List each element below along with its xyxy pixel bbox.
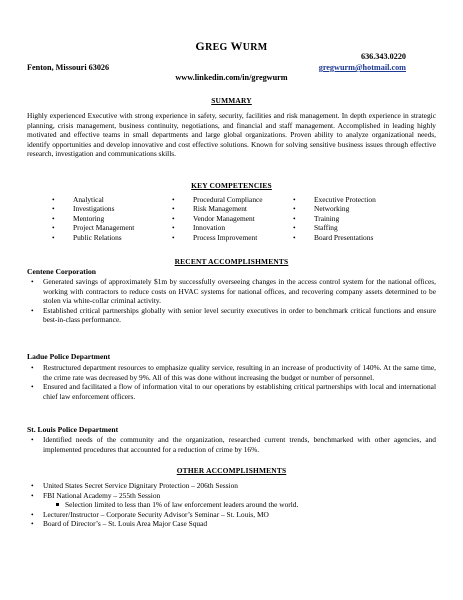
square-bullet-icon [56, 503, 59, 506]
list-item: • United States Secret Service Dignitary Protection – 206th Session [31, 481, 238, 490]
other-accomplishments-heading: OTHER ACCOMPLISHMENTS [176, 466, 287, 475]
competency-item: • Staffing [293, 223, 338, 233]
name-first-rest: REG [205, 42, 228, 53]
competencies-column-3 [293, 195, 376, 242]
list-item: • Lecturer/Instructor – Corporate Security Advisor’s Seminar – St. Louis, MO [31, 509, 269, 519]
summary-text: Highly experienced Executive with strong experience in safety, security, facilities and risk management. In depth experience in strategic planning, crisis management, business continuity, negotiations, and financial and staff management. Accomplished in leading highly motivated and effective teams in small departments and large global organizations. Proven ability to analyze organizational needs, identify opportunities and develop innovative and cost effective solutions. Known for solving sensitive business issues through effective research, investigation and communications skills. [27, 111, 436, 159]
list-item: • Established critical partnerships globally with senior level security executives in order to benchmark critical functions and ensure best-in-class performance. [31, 305, 436, 325]
list-item: • Identified needs of the community and the organization, researched current trends, benchmarked with other agencies, and implemented procedures that accounted for a reduction of crime by 16%. [31, 435, 436, 454]
competencies-column-1 [52, 195, 134, 242]
org-name-centene: Centene Corporation [27, 267, 96, 276]
recent-accomplishments-heading: RECENT ACCOMPLISHMENTS [174, 257, 289, 266]
competency-item: • Procedural Compliance [172, 195, 263, 204]
competency-item: • Board Presentations [293, 232, 374, 242]
ladue-accomplishments [27, 363, 436, 401]
competency-item: • Vendor Management [172, 213, 255, 223]
competency-item: • Investigations [52, 204, 115, 214]
competency-item: • Innovation [172, 223, 226, 233]
competencies-heading: KEY COMPETENCIES [191, 181, 272, 190]
competency-item: • Networking [293, 204, 350, 214]
list-item: • Restructured department resources to emphasize quality service, resulting in an increase of productivity of 140%. At the same time, the crime rate was decreased by 9%. All of this was done without increasing the budget or number of personnel. [31, 363, 436, 382]
location: Fenton, Missouri 63026 [27, 63, 110, 72]
competencies-column-2 [172, 195, 263, 242]
competency-item: • Risk Management [172, 204, 247, 214]
name-initial-last: W [230, 39, 243, 53]
competency-item: • Public Relations [52, 232, 122, 242]
name-last-rest: URM [242, 42, 268, 53]
st-louis-accomplishments [27, 435, 436, 454]
list-item: • Board of Director’s – St. Louis Area Major Case Squad [31, 519, 208, 529]
other-accomplishments-list [27, 481, 436, 529]
list-item: • Ensured and facilitated a flow of information vital to our operations by establishing critical partnerships with local and international chief law enforcement officers. [31, 382, 436, 401]
competency-item: • Project Management [52, 223, 135, 233]
org-name-ladue: Ladue Police Department [27, 352, 111, 361]
list-item: • FBI National Academy – 255th Session [31, 490, 161, 500]
competency-item: • Analytical [52, 195, 104, 204]
competency-item: • Training [293, 213, 340, 223]
linkedin-url[interactable]: www.linkedin.com/in/gregwurm [175, 73, 288, 82]
org-name-st-louis: St. Louis Police Department [27, 425, 119, 434]
name-initial-first: G [195, 39, 206, 53]
competency-item: • Process Improvement [172, 232, 258, 242]
centene-accomplishments [27, 277, 436, 325]
email-link[interactable]: gregwurm@hotmail.com [318, 63, 406, 72]
summary-heading: SUMMARY [211, 96, 252, 105]
phone-number: 636.343.0220 [360, 52, 406, 61]
competency-item: • Mentoring [52, 213, 105, 223]
competency-item: • Executive Protection [293, 195, 376, 204]
list-item: • Generated savings of approximately $1m by successfully overseeing changes in the access control system for the national offices, working with contractors to reduce costs on HVAC systems for national offices, and recovering company assets determined to be stolen via white-collar criminal activity. [31, 277, 436, 306]
sub-list-item: Selection limited to less than 1% of law enforcement leaders around the world. [27, 500, 436, 510]
